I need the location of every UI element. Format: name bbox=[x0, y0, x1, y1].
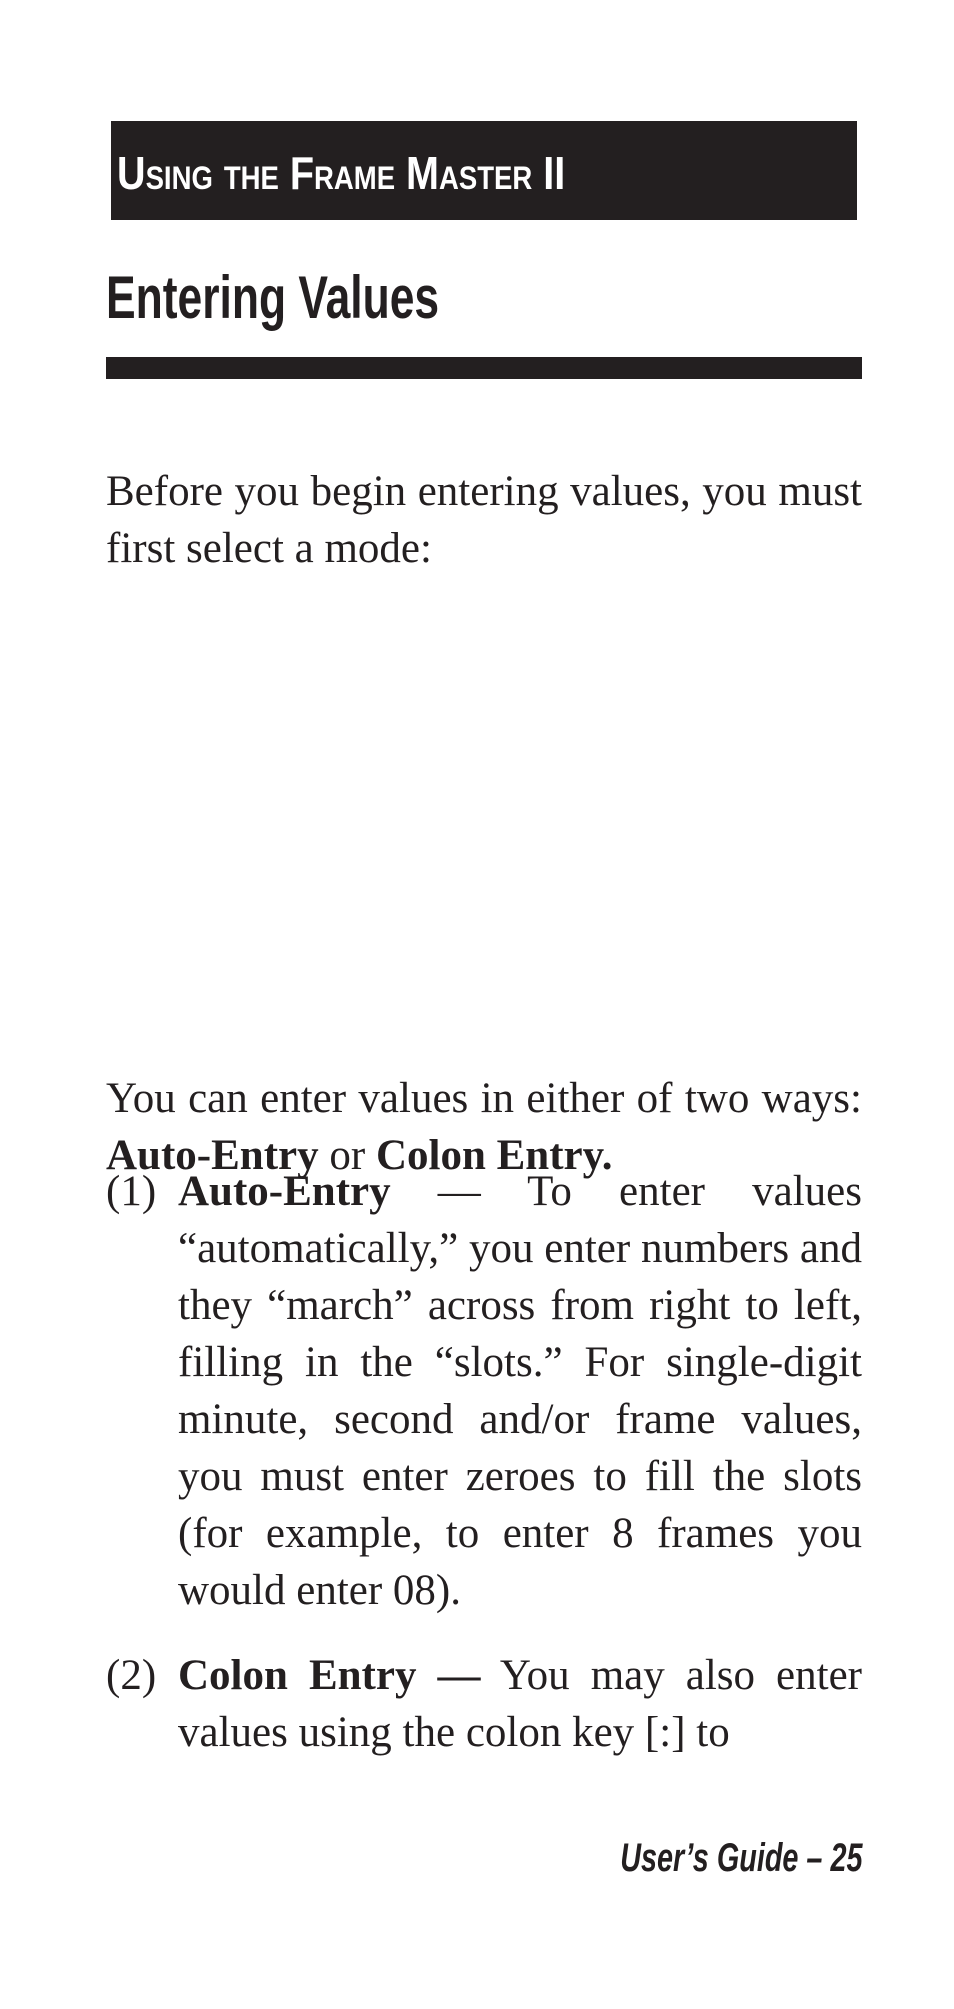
list-item-number: (1) bbox=[106, 1168, 157, 1215]
section-divider bbox=[106, 357, 862, 379]
list-item-number: (2) bbox=[106, 1652, 157, 1699]
list-item-term: Colon Entry — bbox=[178, 1652, 481, 1699]
ways-prefix: You can enter values in either of two ways: bbox=[106, 1075, 862, 1122]
list-item-term: Auto-Entry bbox=[178, 1168, 391, 1215]
entry-method-list bbox=[106, 1163, 862, 1789]
auto-entry-label: Auto-Entry bbox=[106, 1132, 319, 1179]
intro-paragraph: Before you begin entering values, you must first select a mode: bbox=[106, 468, 862, 572]
list-item-description: You may also enter values using the colon key [:] to bbox=[178, 1652, 862, 1756]
list-item-text bbox=[178, 1163, 862, 1619]
section-title: Entering Values bbox=[106, 264, 440, 331]
colon-entry-label: Colon Entry. bbox=[375, 1132, 613, 1179]
page-footer: User’s Guide – 25 bbox=[619, 1836, 862, 1880]
blank-illustration-area bbox=[106, 560, 862, 1000]
list-item-description: — To enter values “automatically,” you enter numbers and they “march” across from right to left, filling in the “slots.” For single-digit minute, second and/or frame values, you must enter zeroes to fill the slots (for example, to enter 8 frames you would enter 08). bbox=[178, 1168, 862, 1614]
ways-connector: or bbox=[318, 1132, 376, 1179]
chapter-banner bbox=[111, 121, 857, 220]
list-item-colon-entry bbox=[106, 1647, 862, 1761]
chapter-title: Using the Frame Master II bbox=[117, 146, 566, 199]
list-item-auto-entry bbox=[106, 1163, 862, 1619]
list-item-text bbox=[178, 1647, 862, 1761]
